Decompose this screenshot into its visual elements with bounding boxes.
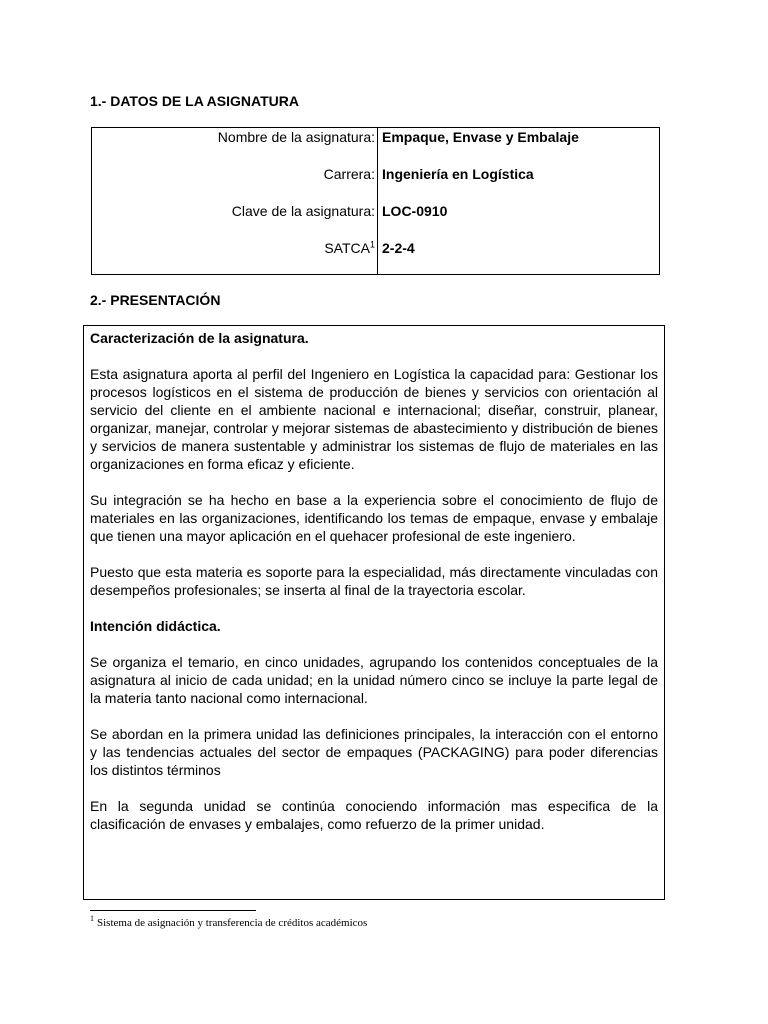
caracterizacion-title: Caracterización de la asignatura. [90,330,309,346]
satca-label-cell [92,239,378,275]
paragraph-3: Puesto que esta materia es soporte para la especialidad, más directamente vinculadas con desempeños profesionales; se inserta al final de la trayectoria escolar. [90,564,658,598]
subject-data-table [91,127,660,275]
section-2-heading: 2.- PRESENTACIÓN [90,292,221,308]
paragraph-1: Esta asignatura aporta al perfil del Ingeniero en Logística la capacidad para: Gestionar los procesos logísticos en el sistema de producción de bienes y servicios con orientación al servicio del cliente en el ambiente nacional e internacional; diseñar, construir, planear, organizar, manejar, controlar y mejorar sistemas de abastecimiento y distribución de bienes y servicios de manera sustentable y administrar los sistemas de flujo de materiales en las organizaciones en forma eficaz y eficiente. [90,366,658,472]
satca-label: SATCA [324,240,370,256]
subject-name-label: Nombre de la asignatura: [92,128,378,166]
intencion-title: Intención didáctica. [90,618,221,634]
subject-name-value: Empaque, Envase y Embalaje [382,129,579,145]
footnote-text: Sistema de asignación y transferencia de créditos académicos [97,917,368,929]
section-1-heading: 1.- DATOS DE LA ASIGNATURA [90,93,299,109]
subject-code-label: Clave de la asignatura: [92,202,378,239]
footnote-mark: 1 [90,914,94,924]
table-row [92,165,660,202]
career-label: Carrera: [92,165,378,202]
table-row [92,239,660,275]
table-row [92,202,660,239]
table-row [92,128,660,166]
paragraph-6: En la segunda unidad se continúa conociendo información mas especifica de la clasificación de envases y embalajes, como refuerzo de la primer unidad. [90,798,658,832]
paragraph-5: Se abordan en la primera unidad las definiciones principales, la interacción con el entorno y las tendencias actuales del sector de empaques (PACKAGING) para poder diferencias los distintos términos [90,726,658,778]
footnote [90,916,367,930]
satca-value: 2-2-4 [382,240,415,256]
satca-footnote-mark: 1 [369,239,375,250]
presentation-box [83,325,665,900]
paragraph-4: Se organiza el temario, en cinco unidades, agrupando los contenidos conceptuales de la asignatura al inicio de cada unidad; en la unidad número cinco se incluye la parte legal de la materia tanto nacional como internacional. [90,654,658,706]
subject-code-value: LOC-0910 [382,203,448,219]
career-value: Ingeniería en Logística [382,166,534,182]
footnote-divider [90,910,256,911]
paragraph-2: Su integración se ha hecho en base a la experiencia sobre el conocimiento de flujo de materiales en las organizaciones, identificando los temas de empaque, envase y embalaje que tienen una mayor aplicación en el quehacer profesional de este ingeniero. [90,492,658,544]
